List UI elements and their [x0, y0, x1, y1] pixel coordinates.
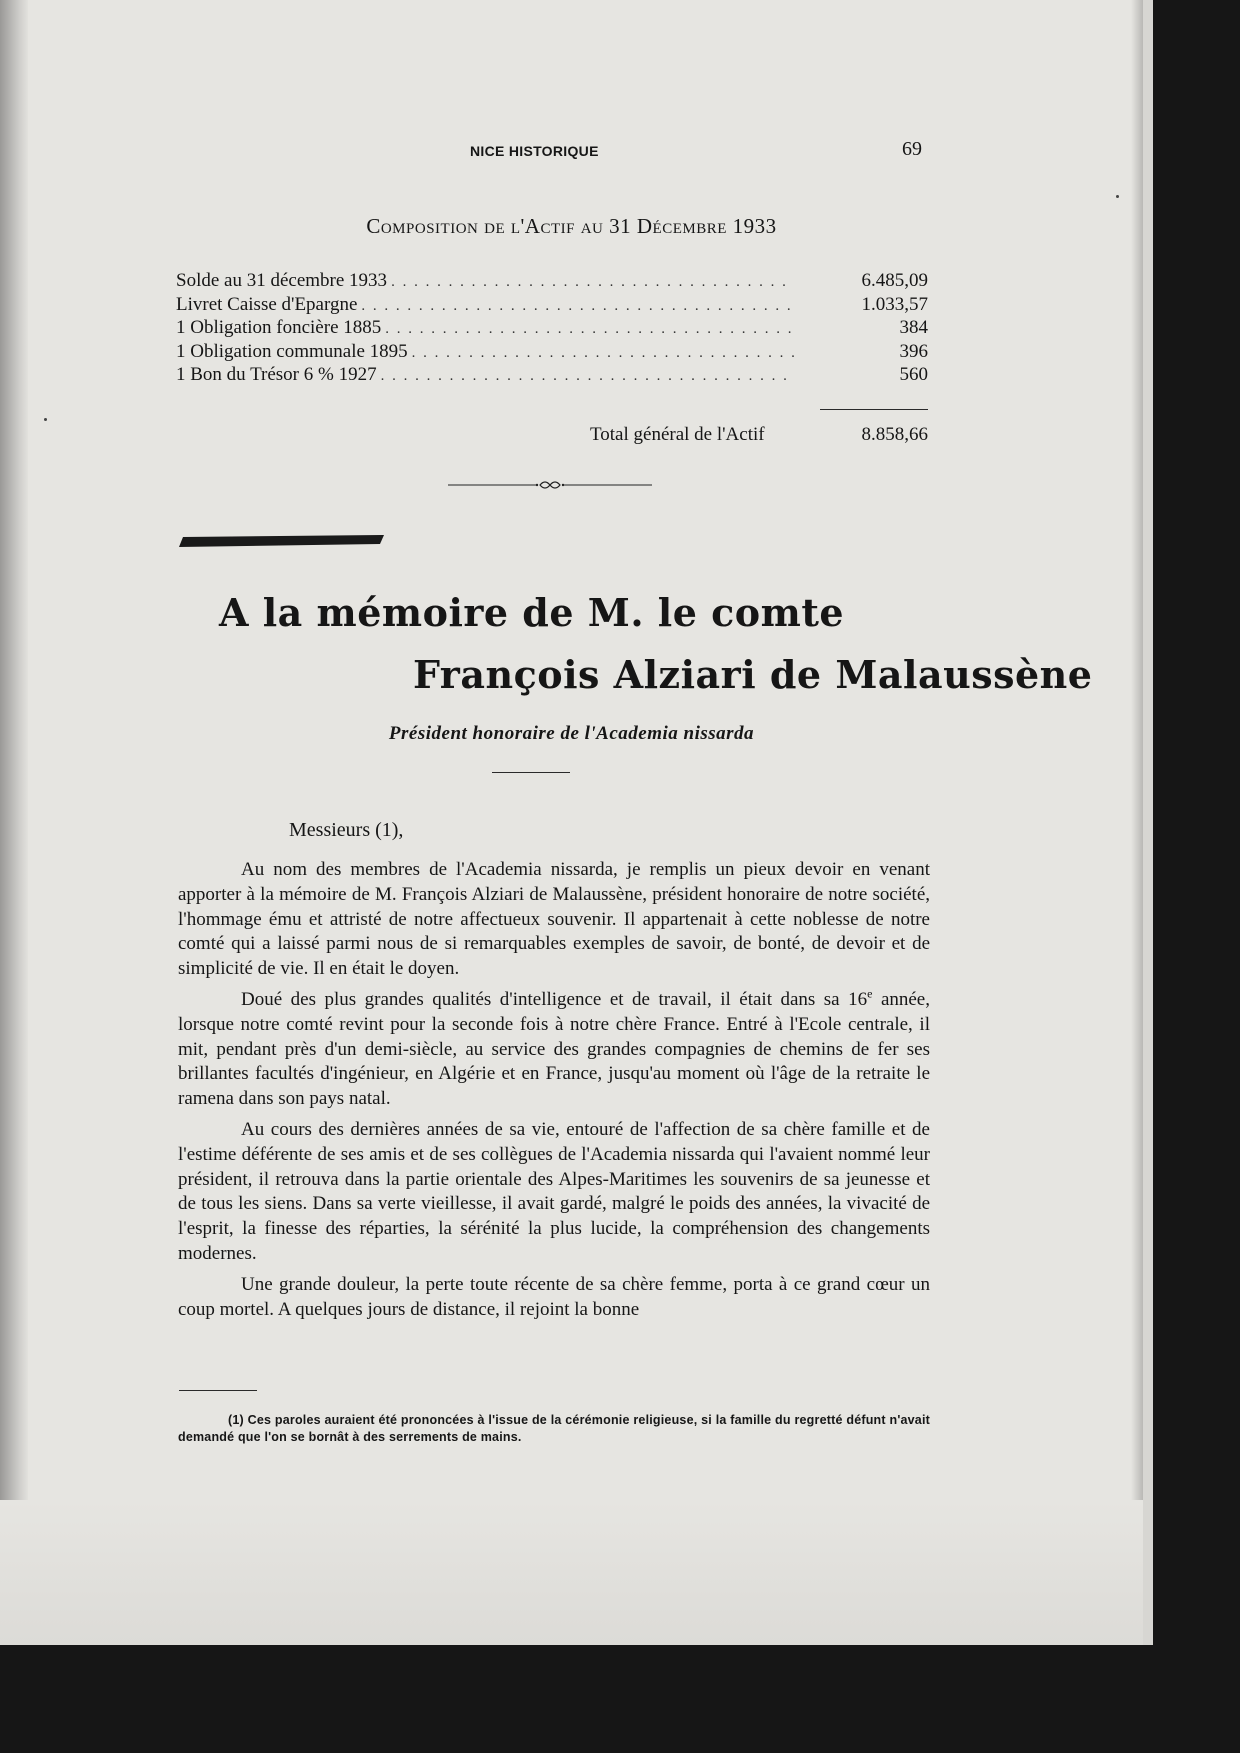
account-amount: 560: [899, 364, 928, 385]
superscript: e: [867, 986, 873, 1001]
account-amount: 396: [899, 340, 928, 362]
account-label: 1 Obligation foncière 1885: [176, 317, 382, 338]
running-title: NICE HISTORIQUE: [470, 143, 599, 159]
article-title-line-2: François Alziari de Malaussène: [413, 652, 1093, 697]
leader-dots: [391, 274, 794, 291]
page-gutter-shadow: [0, 0, 28, 1645]
account-label: Livret Caisse d'Epargne: [176, 293, 358, 315]
account-amount: 6.485,09: [861, 270, 928, 291]
leader-dots: [361, 298, 794, 315]
paragraph-text: Doué des plus grandes qualités d'intelligence et de travail, il était dans sa 16: [241, 988, 868, 1010]
page-number: 69: [902, 138, 922, 160]
account-label: 1 Obligation communale 1895: [176, 340, 408, 362]
article-title-line-1: A la mémoire de M. le comte: [219, 590, 845, 635]
paragraph-text: année, lorsque notre comté revint pour la seconde fois à notre chère France. Entré à l'Ecole centrale, il mit, pendant près d'un demi-siècle, au service des grandes compagnies de chemins de fer ses brillantes facultés d'ingénieur, en Algérie et en France, jusqu'au moment où l'âge de la retraite le ramena dans son pays natal.: [178, 988, 930, 1110]
page-edge: [1143, 0, 1153, 1645]
paper-speck: [1116, 195, 1119, 198]
footnote-rule: [179, 1390, 257, 1391]
account-amount: 384: [899, 317, 928, 338]
total-rule: [820, 409, 928, 410]
total-row: [590, 424, 928, 446]
article-subtitle: Président honoraire de l'Academia nissarda: [388, 723, 755, 744]
paragraph: Au cours des dernières années de sa vie, entouré de l'affection de sa chère famille et de l'estime déférente de ses amis et de ses collègues de l'Academia nissarda qui l'avaient nommé leur président, il retrouva dans la partie orientale des Alpes-Maritimes les souvenirs de sa jeunesse et de tous les siens. Dans sa verte vieillesse, il avait gardé, malgré le poids des années, la vivacité de l'esprit, la finesse des réparties, la sérénité la plus lucide, la compréhension des changements modernes.: [178, 1118, 930, 1264]
paragraph: [178, 988, 930, 1112]
account-label: 1 Bon du Trésor 6 % 1927: [176, 364, 377, 385]
ornament-separator: [448, 478, 652, 492]
account-row: [176, 270, 928, 294]
total-amount: 8.858,66: [861, 424, 928, 445]
accounts-table: [176, 270, 928, 388]
paper-speck: [44, 418, 47, 421]
salutation: Messieurs (1),: [289, 819, 404, 841]
page-edge-shadow: [1131, 0, 1143, 1645]
paragraph: Une grande douleur, la perte toute récente de sa chère femme, porta à ce grand cœur un coup mortel. A quelques jours de distance, il rejoint la bonne: [178, 1273, 930, 1320]
article-body: [178, 858, 930, 1322]
leader-dots: [381, 368, 794, 385]
decorative-bar: [179, 535, 384, 547]
footnote: (1) Ces paroles auraient été prononcées à l'issue de la cérémonie religieuse, si la famille du regretté défunt n'avait demandé que l'on se bornât à des serrements de mains.: [178, 1413, 930, 1444]
account-label: Solde au 31 décembre 1933: [176, 270, 388, 291]
total-label: Total général de l'Actif: [590, 424, 765, 445]
title-rule: [492, 772, 570, 773]
account-row: [176, 364, 928, 388]
paragraph: Au nom des membres de l'Academia nissarda, je remplis un pieux devoir en venant apporter à la mémoire de M. François Alziari de Malaussène, président honoraire de notre société, l'hommage ému et attristé de notre affectueux souvenir. Il appartenait à cette noblesse de notre comté qui a laissé parmi nous de si remarquables exemples de savoir, de bonté, de devoir et de simplicité de vie. Il en était le doyen.: [178, 859, 930, 980]
leader-dots: [385, 321, 794, 338]
leader-dots: [412, 345, 794, 362]
account-row: [176, 294, 928, 318]
composition-title: Composition de l'Actif au 31 Décembre 1933: [366, 214, 777, 238]
account-amount: 1.033,57: [861, 293, 928, 315]
account-row: [176, 341, 928, 365]
account-row: [176, 317, 928, 341]
page-bottom-shade: [0, 1500, 1143, 1645]
